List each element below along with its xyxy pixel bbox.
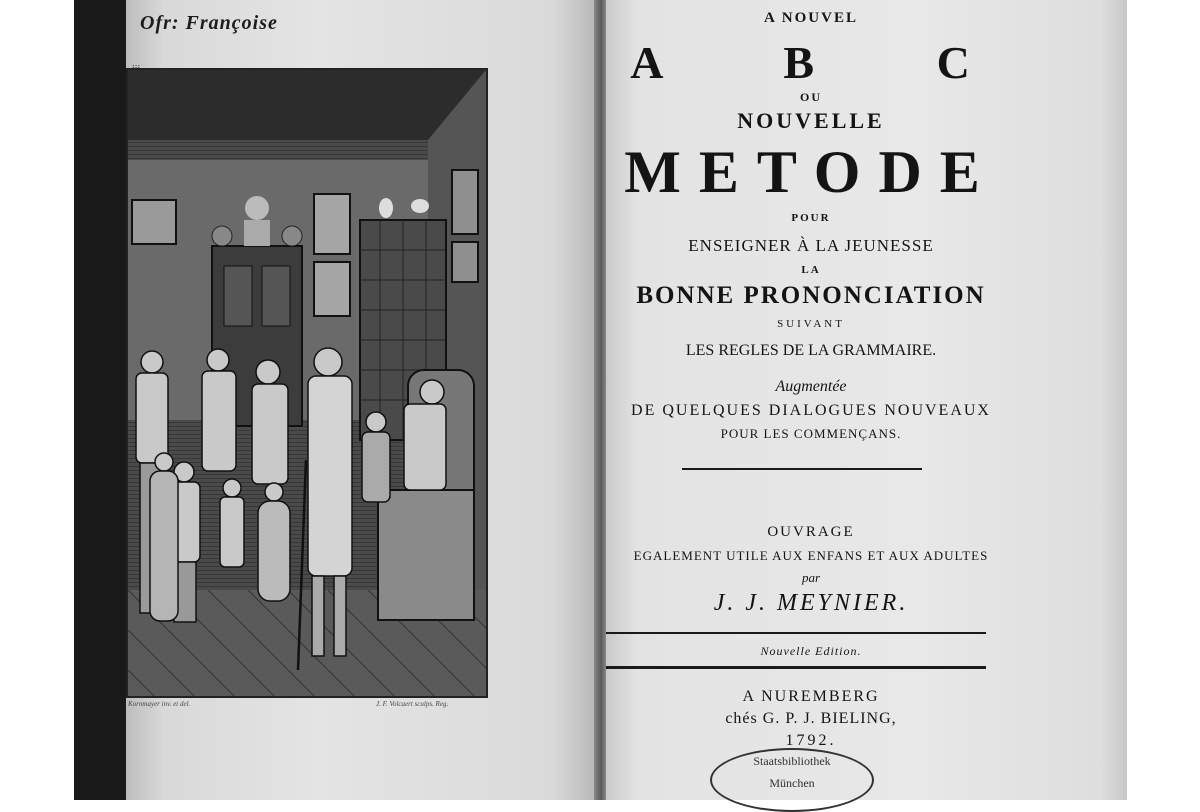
title-pour: POUR (791, 212, 831, 224)
title-author: J. J. MEYNIER. (713, 590, 909, 616)
title-edition: Nouvelle Edition. (760, 644, 862, 658)
title-utile: EGALEMENT UTILE AUX ENFANS ET AUX ADULTES (633, 548, 989, 563)
title-nouvelle: NOUVELLE (737, 108, 885, 133)
title-regles: LES REGLES DE LA GRAMMAIRE. (685, 342, 937, 359)
edition-rule (606, 666, 986, 669)
title-place: A NUREMBERG (742, 688, 880, 705)
title-dialogues: DE QUELQUES DIALOGUES NOUVEAUX (631, 402, 991, 419)
title-page (596, 0, 1026, 800)
engraving-caption-right: J. F. Volcaert sculps. Reg. (376, 700, 449, 708)
handwritten-inscription: Ofr: Françoise (140, 12, 278, 34)
stamp-line-1: Staatsbibliothek (753, 754, 831, 768)
frontispiece-engraving (126, 68, 488, 698)
ornamental-rule (682, 468, 922, 470)
library-stamp (710, 748, 874, 812)
engraving-caption-left: Kornmayer inv. et del. (128, 700, 191, 708)
title-par: par (801, 570, 821, 585)
title-commencans: POUR LES COMMENÇANS. (720, 426, 902, 441)
title-suivant: SUIVANT (777, 318, 845, 330)
title-augmentee: Augmentée (775, 378, 847, 395)
title-ou: OU (800, 90, 822, 104)
stamp-line-2: München (769, 776, 815, 790)
title-ouvrage: OUVRAGE (767, 524, 855, 540)
title-abc: A B C (630, 37, 992, 88)
title-metode: METODE (624, 139, 998, 205)
title-publisher: chés G. P. J. BIELING, (725, 710, 897, 727)
engraving-illustration (128, 70, 486, 696)
title-top: A NOUVEL (764, 10, 858, 26)
author-rule (606, 632, 986, 634)
title-bonne-prononciation: BONNE PRONONCIATION (636, 282, 986, 309)
title-enseigner: ENSEIGNER À LA JEUNESSE (688, 236, 934, 255)
title-year: 1792. (785, 732, 837, 749)
title-la: LA (801, 264, 821, 276)
